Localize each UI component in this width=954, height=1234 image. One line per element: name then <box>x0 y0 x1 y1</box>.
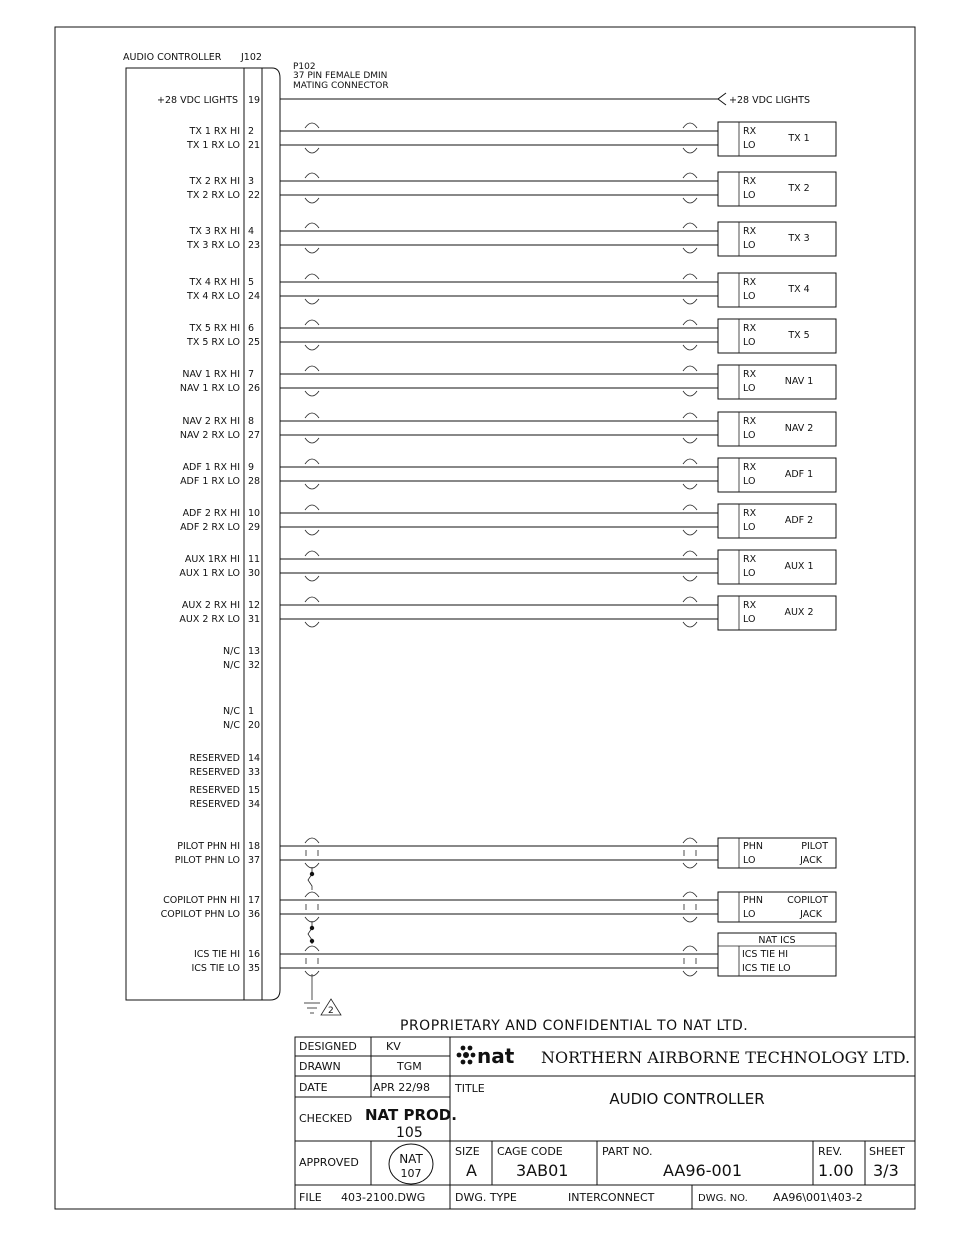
mating-line-3: MATING CONNECTOR <box>293 81 389 91</box>
dest-box <box>718 172 836 206</box>
pin-label-lo: TX 2 RX LO <box>187 190 240 201</box>
dwg-no-label: DWG. NO. <box>698 1193 748 1204</box>
pin-number-hi: 11 <box>248 554 261 565</box>
part-no-value: AA96-001 <box>663 1161 743 1180</box>
checked-label: CHECKED <box>299 1112 353 1125</box>
pin-number-hi: 6 <box>248 323 255 334</box>
power-pin: 19 <box>248 95 261 106</box>
designed-value: KV <box>386 1040 401 1053</box>
pin-number-lo: 31 <box>248 614 261 625</box>
shield-end-icon <box>683 173 697 203</box>
pin-label-hi: PILOT PHN HI <box>177 841 240 852</box>
shield-end-icon <box>683 413 697 443</box>
shield-end-icon <box>683 551 697 581</box>
dest-box-rx: RX <box>743 323 757 334</box>
dest-box-lo: LO <box>743 291 756 302</box>
dwg-no-value: AA96\001\403-2 <box>773 1191 863 1204</box>
dest-box-lo: LO <box>743 383 756 394</box>
cage-code-label: CAGE CODE <box>497 1145 563 1158</box>
unused-pin-number: 20 <box>248 720 261 731</box>
cage-code-value: 3AB01 <box>516 1161 569 1180</box>
phone-pair <box>175 838 836 868</box>
shield-start-icon <box>305 551 319 581</box>
shield-start-icon <box>305 459 319 489</box>
pin-label-hi: AUX 1RX HI <box>184 554 240 565</box>
approved-label: APPROVED <box>299 1156 359 1169</box>
company-logo-text: nat <box>477 1044 515 1068</box>
sheet-label: SHEET <box>869 1145 905 1158</box>
pin-label-lo: TX 1 RX LO <box>187 140 240 151</box>
pin-label-hi: TX 5 RX HI <box>189 323 240 334</box>
pin-number-lo: 24 <box>248 291 261 302</box>
shield-start-icon <box>305 320 319 350</box>
dest-box-rx: RX <box>743 554 757 565</box>
company-logo <box>457 1044 515 1068</box>
dest-box <box>718 319 836 353</box>
pin-label-lo: AUX 1 RX LO <box>179 568 240 579</box>
shield-start-icon <box>305 597 319 627</box>
power-arrow-icon <box>718 93 726 105</box>
pin-label-hi: AUX 2 RX HI <box>181 600 240 611</box>
dest-box-name: TX 2 <box>788 183 810 194</box>
dest-box-lo: LO <box>743 337 756 348</box>
pin-number-lo: 23 <box>248 240 261 251</box>
shield-end-icon <box>683 838 697 868</box>
dest-box-rx: RX <box>743 226 757 237</box>
pin-number-hi: 16 <box>248 949 261 960</box>
dest-box-rx: RX <box>743 277 757 288</box>
pin-number-lo: 26 <box>248 383 261 394</box>
ics-box-title: NAT ICS <box>758 935 796 946</box>
approved-stamp-line-1: NAT <box>399 1152 423 1166</box>
pin-label-hi: TX 3 RX HI <box>189 226 240 237</box>
shield-end-icon <box>683 366 697 396</box>
power-circuit <box>157 93 810 106</box>
unused-pin-label: RESERVED <box>189 767 240 778</box>
dest-box-name: NAV 1 <box>784 376 814 387</box>
pin-number-lo: 22 <box>248 190 261 201</box>
rev-value: 1.00 <box>818 1161 854 1180</box>
unused-pin-number: 34 <box>248 799 261 810</box>
shield-end-icon <box>683 505 697 535</box>
shield-end-icon <box>683 946 697 976</box>
dest-box-rx: RX <box>743 416 757 427</box>
shield-end-icon <box>683 320 697 350</box>
date-value: APR 22/98 <box>373 1081 430 1094</box>
dest-box <box>718 122 836 156</box>
pin-number-hi: 4 <box>248 226 255 237</box>
dest-box-name: AUX 1 <box>784 561 814 572</box>
signal-pair <box>180 365 836 399</box>
dest-box-hi-left: PHN <box>743 841 763 852</box>
mating-plug-outline <box>262 68 280 1000</box>
pin-number-lo: 36 <box>248 909 261 920</box>
pin-label-lo: ICS TIE LO <box>191 963 240 974</box>
drawn-label: DRAWN <box>299 1060 341 1073</box>
drawn-value: TGM <box>397 1060 422 1073</box>
file-label: FILE <box>299 1191 322 1204</box>
shield-start-icon <box>305 274 319 304</box>
dest-box-lo-left: LO <box>743 855 756 866</box>
pin-number-hi: 3 <box>248 176 255 187</box>
signal-pair <box>179 596 836 630</box>
dest-box-lo: LO <box>743 430 756 441</box>
shield-end-icon <box>683 223 697 253</box>
signal-pair <box>180 458 836 492</box>
dest-box-rx: RX <box>743 369 757 380</box>
dest-box <box>718 412 836 446</box>
dest-box-lo: LO <box>743 190 756 201</box>
pin-label-lo: TX 4 RX LO <box>187 291 240 302</box>
signal-pair <box>180 504 836 538</box>
pin-label-hi: ADF 2 RX HI <box>182 508 240 519</box>
signal-pair <box>186 222 836 256</box>
ics-box-hi: ICS TIE HI <box>742 949 789 960</box>
pin-label-lo: NAV 2 RX LO <box>179 430 240 441</box>
file-value: 403-2100.DWG <box>341 1191 426 1204</box>
power-label: +28 VDC LIGHTS <box>157 95 238 106</box>
pin-number-lo: 21 <box>248 140 261 151</box>
dest-box-lo: LO <box>743 522 756 533</box>
pin-label-hi: NAV 1 RX HI <box>182 369 240 380</box>
dest-box <box>718 504 836 538</box>
rev-label: REV. <box>818 1145 843 1158</box>
dwg-type-label: DWG. TYPE <box>455 1191 517 1204</box>
pin-number-hi: 10 <box>248 508 261 519</box>
title-label: TITLE <box>455 1082 485 1095</box>
pin-label-hi: NAV 2 RX HI <box>182 416 240 427</box>
shield-end-icon <box>683 123 697 153</box>
dest-box <box>718 222 836 256</box>
unused-pin-number: 33 <box>248 767 261 778</box>
signal-pair <box>180 412 836 446</box>
shield-drain-chain <box>306 867 318 964</box>
dest-box-lo: LO <box>743 614 756 625</box>
pin-number-hi: 17 <box>248 895 261 906</box>
dest-box-name: TX 3 <box>788 233 810 244</box>
shield-start-icon <box>305 123 319 153</box>
company-name: NORTHERN AIRBORNE TECHNOLOGY LTD. <box>541 1048 911 1067</box>
unused-pin-label: N/C <box>223 646 240 657</box>
pin-number-lo: 27 <box>248 430 261 441</box>
dest-box <box>718 365 836 399</box>
pin-number-hi: 2 <box>248 126 255 137</box>
checked-value-2: 105 <box>396 1125 423 1141</box>
dest-box-name: ADF 2 <box>784 515 814 526</box>
pin-number-lo: 30 <box>248 568 261 579</box>
power-dest-label: +28 VDC LIGHTS <box>729 95 810 106</box>
pin-label-lo: AUX 2 RX LO <box>179 614 240 625</box>
dest-box-name: ADF 1 <box>784 469 814 480</box>
shield-end-icon <box>683 274 697 304</box>
unused-pin-number: 1 <box>248 706 255 717</box>
unused-pin-label: N/C <box>223 706 240 717</box>
pin-number-hi: 5 <box>248 277 255 288</box>
pin-label-lo: COPILOT PHN LO <box>160 909 240 920</box>
dest-box-rx: RX <box>743 126 757 137</box>
unused-pin-number: 15 <box>248 785 261 796</box>
ics-box-lo: ICS TIE LO <box>742 963 791 974</box>
shield-start-icon <box>305 173 319 203</box>
dest-box-lo: LO <box>743 140 756 151</box>
signal-pair <box>186 122 836 156</box>
dest-box-name: NAV 2 <box>784 423 814 434</box>
ground-symbol <box>304 974 341 1016</box>
pin-label-hi: TX 2 RX HI <box>189 176 240 187</box>
dest-box-name: TX 4 <box>788 284 810 295</box>
pin-label-lo: NAV 1 RX LO <box>179 383 240 394</box>
dest-box-rx: RX <box>743 508 757 519</box>
pin-number-hi: 12 <box>248 600 261 611</box>
pin-number-hi: 8 <box>248 416 255 427</box>
pin-number-lo: 37 <box>248 855 261 866</box>
title-block <box>295 1037 915 1209</box>
pin-number-hi: 7 <box>248 369 255 380</box>
dest-box <box>718 596 836 630</box>
unused-pin-label: RESERVED <box>189 799 240 810</box>
pin-number-lo: 35 <box>248 963 261 974</box>
ics-pair <box>191 933 836 976</box>
dest-box-lo: LO <box>743 476 756 487</box>
note-number: 2 <box>328 1006 334 1016</box>
pin-label-hi: ICS TIE HI <box>193 949 240 960</box>
dest-box-lo-right: JACK <box>800 855 822 866</box>
pin-label-lo: TX 5 RX LO <box>187 337 240 348</box>
pin-label-lo: ADF 2 RX LO <box>180 522 240 533</box>
signal-pair <box>186 273 836 307</box>
signal-pairs <box>179 122 836 630</box>
unused-pins <box>189 646 260 810</box>
shield-start-icon <box>305 838 319 868</box>
dest-box-name: TX 1 <box>788 133 810 144</box>
pin-label-hi: TX 4 RX HI <box>189 277 240 288</box>
pin-number-hi: 18 <box>248 841 261 852</box>
dest-box-lo-left: LO <box>743 909 756 920</box>
connector-label: J102 <box>241 52 262 63</box>
signal-pair <box>179 550 836 584</box>
dest-box-hi-right: PILOT <box>801 841 828 852</box>
date-label: DATE <box>299 1081 328 1094</box>
shield-start-icon <box>305 366 319 396</box>
pin-number-lo: 28 <box>248 476 261 487</box>
dest-box-rx: RX <box>743 462 757 473</box>
dest-box-hi-left: PHN <box>743 895 763 906</box>
pin-label-lo: PILOT PHN LO <box>174 855 240 866</box>
unused-pin-number: 13 <box>248 646 261 657</box>
mating-line-2: 37 PIN FEMALE DMIN <box>293 71 388 81</box>
designed-label: DESIGNED <box>299 1040 357 1053</box>
shield-start-icon <box>305 505 319 535</box>
part-no-label: PART NO. <box>602 1145 653 1158</box>
shield-end-icon <box>683 459 697 489</box>
shield-start-icon <box>305 413 319 443</box>
proprietary-notice: PROPRIETARY AND CONFIDENTIAL TO NAT LTD. <box>400 1018 749 1034</box>
unused-pin-number: 32 <box>248 660 261 671</box>
shield-start-icon <box>305 892 319 922</box>
dest-box-lo: LO <box>743 568 756 579</box>
unused-pin-label: RESERVED <box>189 785 240 796</box>
dest-box-lo-right: JACK <box>800 909 822 920</box>
pin-label-lo: ADF 1 RX LO <box>180 476 240 487</box>
size-label: SIZE <box>455 1145 480 1158</box>
pin-label-hi: COPILOT PHN HI <box>163 895 240 906</box>
approved-stamp-line-2: 107 <box>400 1167 422 1180</box>
unused-pin-label: N/C <box>223 720 240 731</box>
size-value: A <box>466 1161 477 1180</box>
dest-box <box>718 458 836 492</box>
controller-title: AUDIO CONTROLLER <box>123 52 222 63</box>
dest-box-name: AUX 2 <box>784 607 814 618</box>
shield-start-icon <box>305 223 319 253</box>
pin-number-lo: 29 <box>248 522 261 533</box>
pin-label-hi: TX 1 RX HI <box>189 126 240 137</box>
dwg-type-value: INTERCONNECT <box>568 1191 655 1204</box>
dest-box-rx: RX <box>743 176 757 187</box>
unused-pin-number: 14 <box>248 753 261 764</box>
unused-pin-label: N/C <box>223 660 240 671</box>
checked-value-1: NAT PROD. <box>365 1106 457 1124</box>
signal-pair <box>186 172 836 206</box>
pin-label-hi: ADF 1 RX HI <box>182 462 240 473</box>
title-value: AUDIO CONTROLLER <box>609 1090 765 1108</box>
pin-number-lo: 25 <box>248 337 261 348</box>
shield-start-icon <box>305 946 319 976</box>
sheet-value: 3/3 <box>873 1161 899 1180</box>
shield-end-icon <box>683 892 697 922</box>
dest-box <box>718 550 836 584</box>
dest-box-name: TX 5 <box>788 330 810 341</box>
shield-end-icon <box>683 597 697 627</box>
mating-line-1: P102 <box>293 62 316 72</box>
pin-label-lo: TX 3 RX LO <box>187 240 240 251</box>
dest-box-hi-right: COPILOT <box>787 895 828 906</box>
pin-number-hi: 9 <box>248 462 255 473</box>
dest-box <box>718 273 836 307</box>
dest-box-rx: RX <box>743 600 757 611</box>
signal-pair <box>186 319 836 353</box>
dest-box-lo: LO <box>743 240 756 251</box>
unused-pin-label: RESERVED <box>189 753 240 764</box>
